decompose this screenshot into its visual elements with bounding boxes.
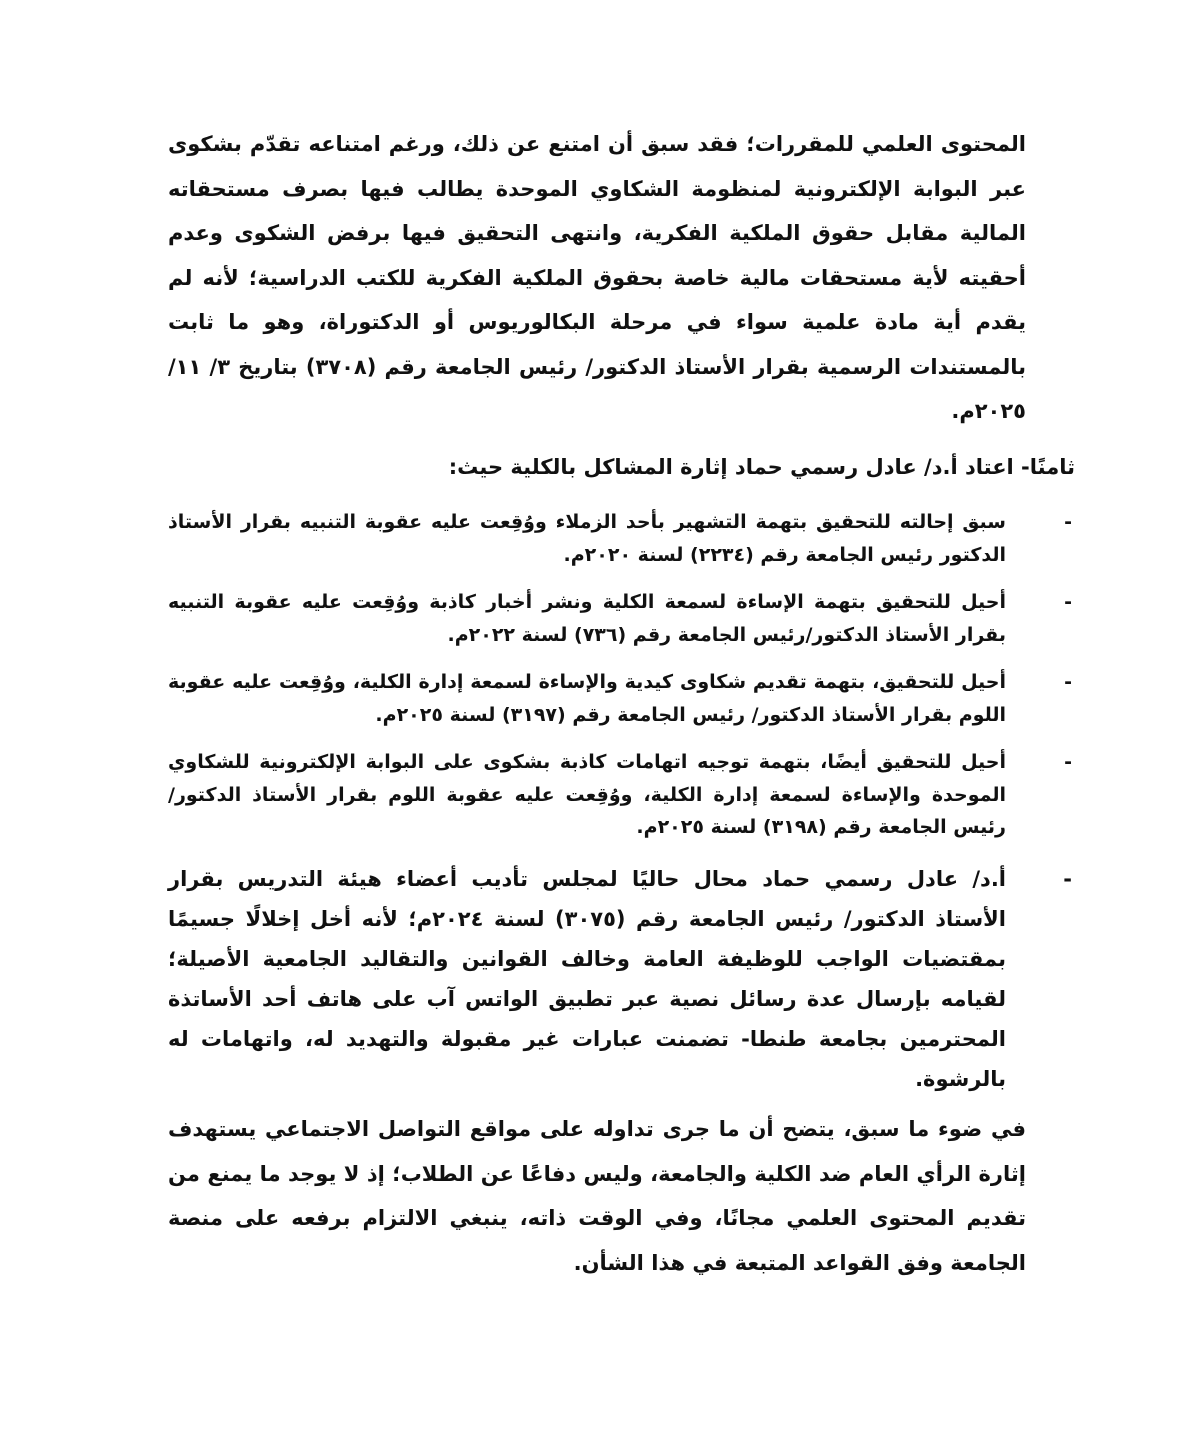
list-dash-marker: -	[1064, 751, 1072, 773]
violations-list	[168, 506, 1078, 1114]
list-item	[168, 586, 1078, 651]
list-item	[168, 746, 1078, 844]
list-dash-marker: -	[1063, 866, 1072, 891]
section-heading-eighth: ثامنًا- اعتاد أ.د/ عادل رسمي حماد إثارة المشاكل بالكلية حيث:	[448, 455, 1075, 479]
list-dash-marker: -	[1064, 671, 1072, 693]
list-dash-marker: -	[1064, 591, 1072, 613]
list-item	[168, 859, 1078, 1099]
list-item-text: أحيل للتحقيق، بتهمة تقديم شكاوى كيدية والإساءة لسمعة إدارة الكلية، ووُقِعت عليه عقوبة اللوم بقرار الأستاذ الدكتور/ رئيس الجامعة رقم (٣١٩٧) لسنة ٢٠٢٥م.	[168, 671, 1006, 726]
list-item	[168, 666, 1078, 731]
paragraph-intellectual-property: المحتوى العلمي للمقررات؛ فقد سبق أن امتنع عن ذلك، ورغم امتناعه تقدّم بشكوى عبر البوابة الإلكترونية لمنظومة الشكاوي الموحدة يطالب فيها بصرف مستحقاته المالية مقابل حقوق الملكية الفكرية، وانتهى التحقيق فيها برفض الشكوى وعدم أحقيته لأية مستحقات مالية خاصة بحقوق الملكية الفكرية للكتب الدراسية؛ لأنه لم يقدم أية مادة علمية سواء في مرحلة البكالوريوس أو الدكتوراة، وهو ما ثابت بالمستندات الرسمية بقرار الأستاذ الدكتور/ رئيس الجامعة رقم (٣٧٠٨) بتاريخ ٣/ ١١/ ٢٠٢٥م.	[168, 132, 1027, 423]
list-item-text: أ.د/ عادل رسمي حماد محال حاليًا لمجلس تأديب أعضاء هيئة التدريس بقرار الأستاذ الدكتور/ رئيس الجامعة رقم (٣٠٧٥) لسنة ٢٠٢٤م؛ لأنه أخل إخلالًا جسيمًا بمقتضيات الواجب للوظيفة العامة وخالف القوانين والتقاليد الجامعية الأصيلة؛ لقيامه بإرسال عدة رسائل نصية عبر تطبيق الواتس آب على هاتف أحد الأساتذة المحترمين بجامعة طنطا- تضمنت عبارات غير مقبولة والتهديد له، واتهامات له بالرشوة.	[168, 866, 1006, 1091]
list-item	[168, 506, 1078, 571]
paragraph-conclusion: في ضوء ما سبق، يتضح أن ما جرى تداوله على مواقع التواصل الاجتماعي يستهدف إثارة الرأي العام ضد الكلية والجامعة، وليس دفاعًا عن الطلاب؛ إذ لا يوجد ما يمنع من تقديم المحتوى العلمي مجانًا، وفي الوقت ذاته، ينبغي الالتزام برفعه على منصة الجامعة وفق القواعد المتبعة في هذا الشأن.	[168, 1117, 1026, 1275]
list-item-text: سبق إحالته للتحقيق بتهمة التشهير بأحد الزملاء ووُقِعت عليه عقوبة التنبيه بقرار الأستاذ الدكتور رئيس الجامعة رقم (٢٢٣٤) لسنة ٢٠٢٠م.	[168, 511, 1006, 566]
list-dash-marker: -	[1064, 511, 1072, 533]
list-item-text: أحيل للتحقيق بتهمة الإساءة لسمعة الكلية ونشر أخبار كاذبة ووُقِعت عليه عقوبة التنبيه بقرار الأستاذ الدكتور/رئيس الجامعة رقم (٧٣٦) لسنة ٢٠٢٢م.	[168, 591, 1006, 646]
list-item-text: أحيل للتحقيق أيضًا، بتهمة توجيه اتهامات كاذبة بشكوى على البوابة الإلكترونية للشكاوي الموحدة والإساءة لسمعة إدارة الكلية، ووُقِعت عليه عقوبة اللوم بقرار الأستاذ الدكتور/ رئيس الجامعة رقم (٣١٩٨) لسنة ٢٠٢٥م.	[168, 751, 1006, 838]
